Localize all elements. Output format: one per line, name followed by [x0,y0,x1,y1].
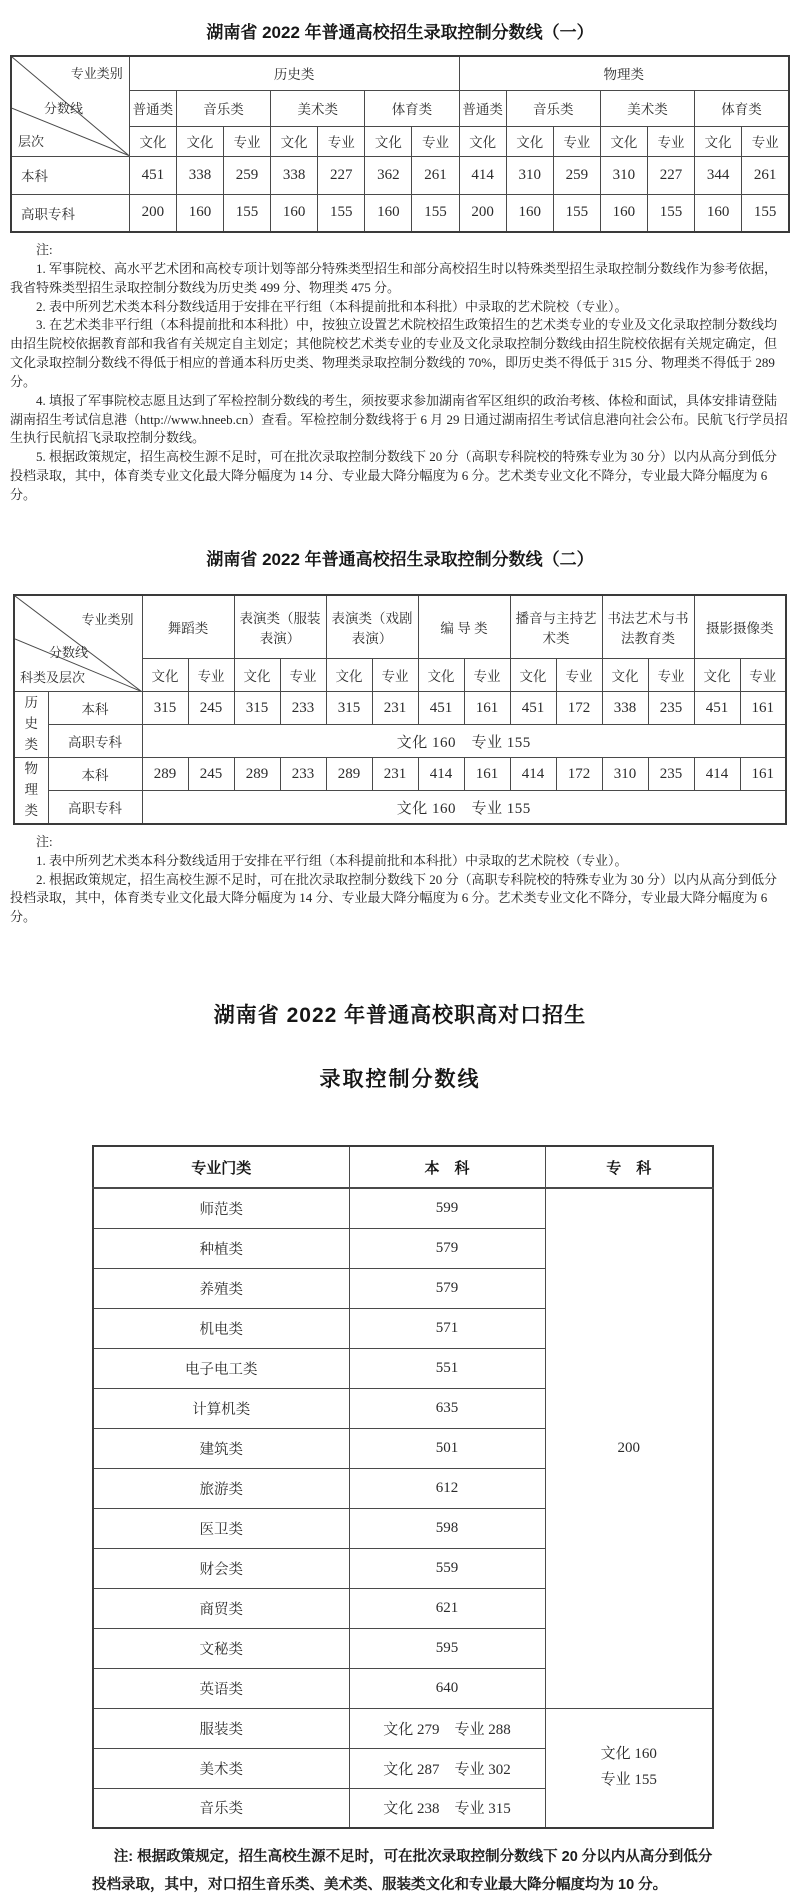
score-cell: 261 [412,156,459,194]
score-cell: 200 [129,194,176,232]
corner-label-category: 专业类别 [81,611,134,627]
major-label: 商贸类 [93,1588,349,1628]
field-header: 文化 [326,659,372,692]
table3-vocational-score-lines [92,1145,714,1829]
merged-score-cell: 文化 160 专业 155 [142,791,786,824]
benke-score-cell: 501 [349,1428,545,1468]
field-header: 文化 [600,126,647,156]
score-cell: 233 [280,692,326,725]
field-header: 文化 [459,126,506,156]
score-cell: 172 [556,692,602,725]
column-header-zhuanke: 专 科 [545,1146,713,1188]
category-header: 表演类（戏剧表演） [326,595,418,659]
group-header-history: 历史类 [129,56,459,90]
note-item: 1. 表中所列艺术类本科分数线适用于安排在平行组（本科提前批和本科批）中录取的艺术院校（专业）。 [36,852,628,868]
category-header: 表演类（服装表演） [234,595,326,659]
score-cell: 231 [372,692,418,725]
benke-score-cell: 文化 238 专业 315 [349,1788,545,1828]
benke-score-cell: 579 [349,1228,545,1268]
score-cell: 338 [271,156,318,194]
field-header: 专业 [464,659,510,692]
score-cell: 315 [234,692,280,725]
score-cell: 362 [365,156,412,194]
benke-score-cell: 635 [349,1388,545,1428]
score-cell: 338 [602,692,648,725]
field-header: 专业 [742,126,789,156]
table3-title-line2: 录取控制分数线 [319,1068,481,1092]
score-cell: 315 [326,692,372,725]
major-label: 美术类 [93,1748,349,1788]
benke-score-cell: 551 [349,1348,545,1388]
score-cell: 172 [556,758,602,791]
note-label: 注: [36,833,53,849]
field-header: 专业 [648,659,694,692]
score-cell: 310 [602,758,648,791]
score-cell: 233 [280,758,326,791]
benke-score-cell: 598 [349,1508,545,1548]
field-header: 专业 [553,126,600,156]
row-label-gaozhi: 高职专科 [48,725,142,758]
field-header: 专业 [372,659,418,692]
category-header: 普通类 [459,90,506,126]
field-header: 专业 [556,659,602,692]
score-cell: 235 [648,758,694,791]
score-cell: 160 [600,194,647,232]
field-header: 文化 [694,659,740,692]
table2-notes [10,833,788,927]
score-cell: 414 [418,758,464,791]
category-header: 舞蹈类 [142,595,234,659]
score-cell: 161 [740,758,786,791]
field-header: 专业 [740,659,786,692]
category-header: 播音与主持艺术类 [510,595,602,659]
table1-notes [10,241,788,505]
row-label-gaozhi: 高职专科 [11,194,129,232]
score-cell: 245 [188,758,234,791]
row-label-benke: 本科 [11,156,129,194]
score-cell: 338 [176,156,223,194]
benke-score-cell: 621 [349,1588,545,1628]
table1-score-lines [10,55,790,233]
table3-title-line1: 湖南省 2022 年普通高校职高对口招生 [213,1004,587,1028]
benke-score-cell: 文化 279 专业 288 [349,1708,545,1748]
score-cell: 160 [176,194,223,232]
major-label: 音乐类 [93,1788,349,1828]
category-header: 美术类 [271,90,365,126]
score-cell: 245 [188,692,234,725]
major-label: 财会类 [93,1548,349,1588]
score-cell: 160 [271,194,318,232]
score-cell: 414 [510,758,556,791]
benke-score-cell: 599 [349,1188,545,1228]
column-header-major: 专业门类 [93,1146,349,1188]
field-header: 文化 [365,126,412,156]
group-label-history: 历史类 [14,692,48,758]
benke-score-cell: 640 [349,1668,545,1708]
group-header-physics: 物理类 [459,56,789,90]
field-header: 文化 [510,659,556,692]
benke-score-cell: 文化 287 专业 302 [349,1748,545,1788]
document-page [0,18,800,1900]
major-label: 文秘类 [93,1628,349,1668]
major-label: 医卫类 [93,1508,349,1548]
score-cell: 200 [459,194,506,232]
score-cell: 160 [506,194,553,232]
score-cell: 289 [234,758,280,791]
note-item: 5. 根据政策规定，招生高校生源不足时，可在批次录取控制分数线下 20 分（高职专科院校的特殊专业为 30 分）以内从高分到低分投档录取，其中，体育类专业文化最大降分幅度为 14 分、专业最大降分幅度为 6 分。艺术类专业文化不降分，专业最大降分幅度为 6 分。 [10,449,778,502]
row-label-benke: 本科 [48,692,142,725]
table1-corner-cell [11,56,129,156]
table2-art-score-lines [13,594,787,825]
major-label: 种植类 [93,1228,349,1268]
score-cell: 344 [695,156,742,194]
benke-score-cell: 559 [349,1548,545,1588]
group-label-physics: 物理类 [14,758,48,824]
category-header: 音乐类 [506,90,600,126]
major-label: 计算机类 [93,1388,349,1428]
field-header: 专业 [280,659,326,692]
major-label: 养殖类 [93,1268,349,1308]
score-cell: 227 [318,156,365,194]
score-cell: 227 [647,156,694,194]
field-header: 专业 [412,126,459,156]
category-header: 音乐类 [176,90,270,126]
score-cell: 155 [553,194,600,232]
score-cell: 451 [129,156,176,194]
note-item: 4. 填报了军事院校志愿且达到了军检控制分数线的考生，须按要求参加湖南省军区组织的政治考核、体检和面试，具体安排请登陆湖南招生考试信息港（http://www.hneeb.cn）查看。军检控制分数线将于 6 月 29 日通过湖南招生考试信息港向社会公布。民航飞行学员招生执行民航招飞录取控制分数线。 [10,392,788,446]
score-cell: 160 [365,194,412,232]
major-label: 师范类 [93,1188,349,1228]
corner-label-scoreline: 分数线 [49,644,89,660]
category-header: 编 导 类 [418,595,510,659]
field-header: 文化 [129,126,176,156]
field-header: 文化 [602,659,648,692]
field-header: 文化 [506,126,553,156]
category-header: 体育类 [365,90,459,126]
note-item: 1. 军事院校、高水平艺术团和高校专项计划等部分特殊类型招生和部分高校招生时以特殊类型招生录取控制分数线作为参考依据，我省特殊类型招生录取控制分数线为历史类 499 分、物理类 475 分。 [10,260,778,295]
benke-score-cell: 612 [349,1468,545,1508]
table2-title: 湖南省 2022 年普通高校招生录取控制分数线（二） [206,549,594,569]
note-item: 2. 根据政策规定，招生高校生源不足时，可在批次录取控制分数线下 20 分（高职专科院校的特殊专业为 30 分）以内从高分到低分投档录取，其中，体育类专业文化最大降分幅度为 14 分、专业最大降分幅度为 6 分。艺术类专业文化不降分，专业最大降分幅度为 6 分。 [10,871,778,925]
field-header: 文化 [234,659,280,692]
major-label: 电子电工类 [93,1348,349,1388]
major-label: 英语类 [93,1668,349,1708]
benke-score-cell: 571 [349,1308,545,1348]
score-cell: 155 [647,194,694,232]
category-header: 摄影摄像类 [694,595,786,659]
score-cell: 161 [464,758,510,791]
score-cell: 414 [459,156,506,194]
score-cell: 259 [553,156,600,194]
field-header: 文化 [142,659,188,692]
score-cell: 451 [694,692,740,725]
note-item: 3. 在艺术类非平行组（本科提前批和本科批）中，按独立设置艺术院校招生政策招生的艺术类专业的专业及文化录取控制分数线均由招生院校依据教育部和我省有关规定自主划定；其他院校艺术类专业的专业及文化录取控制分数线由招生院校依据有关规定确定，但文化录取控制分数线不得低于相应的普通本科历史类、物理类录取控制分数线的 70%，即历史类不得低于 315 分、物理类不得低于 289 分。 [10,317,778,389]
major-label: 旅游类 [93,1468,349,1508]
score-cell: 155 [742,194,789,232]
note-label: 注: [36,242,53,257]
score-cell: 231 [372,758,418,791]
score-cell: 161 [740,692,786,725]
note-item: 2. 表中所列艺术类本科分数线适用于安排在平行组（本科提前批和本科批）中录取的艺术院校（专业）。 [36,298,628,314]
score-cell: 155 [224,194,271,232]
category-header: 体育类 [695,90,789,126]
benke-score-cell: 579 [349,1268,545,1308]
score-cell: 414 [694,758,740,791]
score-cell: 235 [648,692,694,725]
score-cell: 261 [742,156,789,194]
corner-label-class-level: 科类及层次 [20,670,86,686]
zhuanke-merged-art-cell [545,1708,713,1828]
score-cell: 289 [142,758,188,791]
field-header: 专业 [318,126,365,156]
zhuanke-culture-line: 文化 160 [600,1746,657,1763]
column-header-benke: 本 科 [349,1146,545,1188]
table1-title: 湖南省 2022 年普通高校招生录取控制分数线（一） [206,23,594,42]
score-cell: 451 [510,692,556,725]
score-cell: 155 [412,194,459,232]
score-cell: 160 [695,194,742,232]
merged-score-cell: 文化 160 专业 155 [142,725,786,758]
score-cell: 161 [464,692,510,725]
table2-corner-cell [14,595,142,692]
field-header: 专业 [647,126,694,156]
category-header: 书法艺术与书法教育类 [602,595,694,659]
major-label: 服装类 [93,1708,349,1748]
field-header: 文化 [176,126,223,156]
corner-label-category: 专业类别 [70,66,123,81]
category-header: 美术类 [600,90,694,126]
zhuanke-merged-cell: 200 [545,1188,713,1708]
major-label: 机电类 [93,1308,349,1348]
category-header: 普通类 [129,90,176,126]
benke-score-cell: 595 [349,1628,545,1668]
score-cell: 259 [224,156,271,194]
field-header: 文化 [418,659,464,692]
score-cell: 451 [418,692,464,725]
field-header: 文化 [271,126,318,156]
score-cell: 289 [326,758,372,791]
field-header: 专业 [188,659,234,692]
corner-label-level: 层次 [18,133,45,149]
corner-label-scoreline: 分数线 [44,101,84,116]
zhuanke-major-line: 专业 155 [600,1771,657,1788]
row-label-benke: 本科 [48,758,142,791]
score-cell: 310 [600,156,647,194]
row-label-gaozhi: 高职专科 [48,791,142,824]
major-label: 建筑类 [93,1428,349,1468]
field-header: 文化 [695,126,742,156]
field-header: 专业 [224,126,271,156]
table3-note: 注: 根据政策规定，招生高校生源不足时，可在批次录取控制分数线下 20 分以内从高分到低分投档录取，其中，对口招生音乐类、美术类、服装类文化和专业最大降分幅度均为 10 分。 [92,1849,713,1894]
score-cell: 155 [318,194,365,232]
score-cell: 315 [142,692,188,725]
score-cell: 310 [506,156,553,194]
